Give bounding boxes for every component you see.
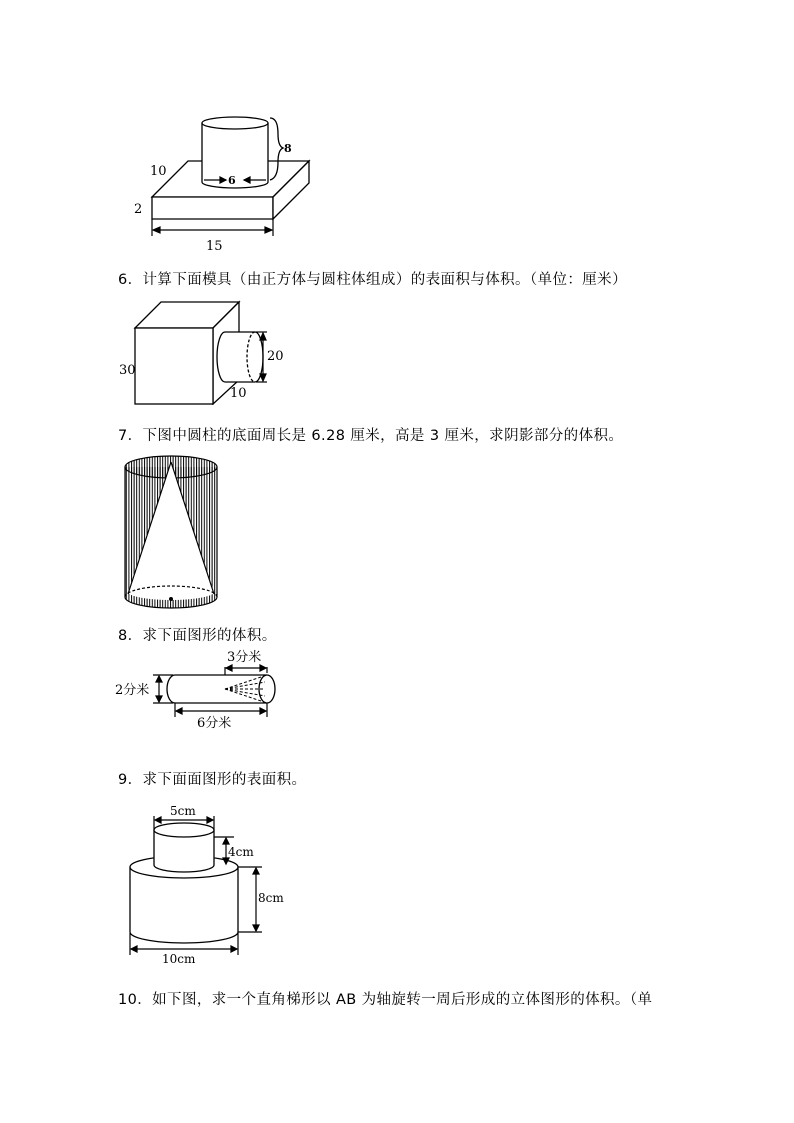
question-7: 7．下图中圆柱的底面周长是 6.28 厘米，高是 3 厘米，求阴影部分的体积。 (118, 428, 624, 444)
label-6: 6 (228, 174, 236, 187)
cylinder-cone-shaded-figure (118, 452, 228, 612)
question-9: 9．求下面面图形的表面积。 (118, 772, 307, 788)
label-5cm: 5cm (170, 804, 196, 818)
label-10: 10 (230, 386, 247, 401)
question-6: 6．计算下面模具（由正方体与圆柱体组成）的表面积与体积。（单位：厘米） (118, 272, 627, 288)
label-6dm: 6分米 (197, 716, 232, 730)
stacked-cylinders-figure (122, 800, 292, 968)
label-2dm: 2分米 (115, 683, 150, 698)
horizontal-cylinder-figure (115, 645, 285, 730)
cube-with-cylinder-figure (115, 300, 295, 405)
label-15: 15 (206, 239, 223, 254)
label-30: 30 (119, 363, 136, 378)
label-10: 10 (150, 164, 167, 179)
label-4cm: 4cm (228, 845, 254, 859)
label-2: 2 (134, 202, 143, 217)
question-10: 10．如下图，求一个直角梯形以 AB 为轴旋转一周后形成的立体图形的体积。（单 (118, 992, 653, 1008)
question-8: 8．求下面图形的体积。 (118, 628, 277, 644)
cylinder-on-cuboid-figure (120, 100, 330, 260)
label-3dm: 3分米 (227, 650, 262, 665)
label-8: 8 (284, 142, 292, 155)
label-8cm: 8cm (258, 891, 284, 905)
label-20: 20 (267, 349, 284, 364)
label-10cm: 10cm (162, 952, 196, 966)
